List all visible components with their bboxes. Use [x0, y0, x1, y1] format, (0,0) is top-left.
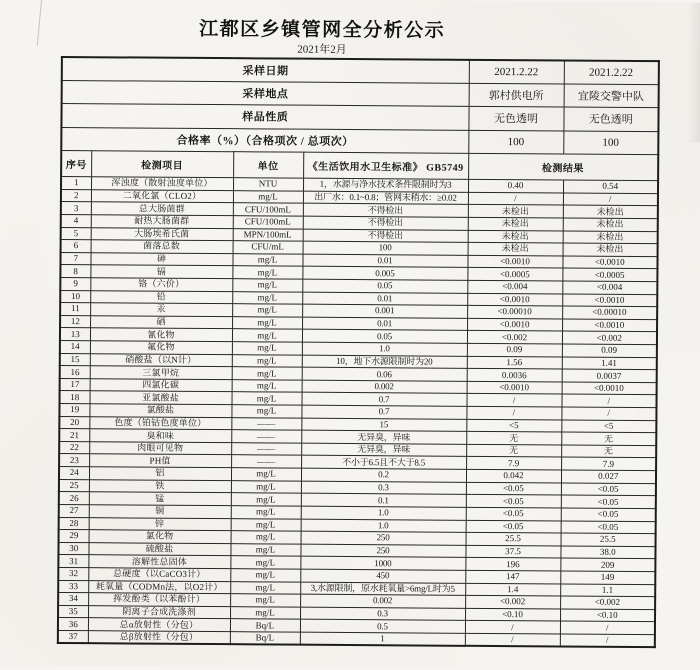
row-standard-limit: 1，水源与净水技术条件限制时为3 [303, 178, 468, 192]
row-unit: mg/L [230, 606, 300, 619]
row-index: 3 [61, 202, 91, 215]
row-result-sample-2: 7.9 [561, 457, 656, 470]
row-item-name: 耗氧量（CODMn法，以O2计） [88, 580, 230, 594]
row-index: 2 [61, 189, 91, 202]
row-item-name: 菌落总数 [91, 240, 233, 254]
row-item-name: 硒 [90, 315, 232, 329]
row-item-name: 三氯甲烷 [90, 366, 232, 380]
row-standard-limit: 不得检出 [303, 229, 468, 243]
row-index: 24 [59, 467, 89, 480]
row-unit: Bq/L [230, 632, 300, 645]
row-index: 9 [60, 277, 90, 290]
row-standard-limit: 0.002 [300, 594, 465, 608]
row-index: 28 [59, 517, 89, 530]
row-result-sample-2: 无 [561, 445, 656, 458]
page-subtitle: 2021年2月 [297, 43, 347, 56]
col-header-standard: 《生活饮用水卫生标准》 GB5749 [303, 152, 468, 179]
row-index: 4 [61, 214, 91, 227]
info-row-label: 样品性质 [61, 104, 468, 130]
row-result-sample-2: 未检出 [563, 218, 658, 231]
row-result-sample-1: <0.05 [466, 495, 561, 508]
row-result-sample-2: <0.0010 [562, 294, 657, 307]
row-index: 1 [61, 177, 91, 190]
row-item-name: 铬（六价） [90, 278, 232, 292]
row-result-sample-1: <0.10 [465, 608, 560, 621]
row-standard-limit: 无异臭，异味 [301, 430, 466, 444]
row-standard-limit: 不小于6.5且不大于8.5 [301, 456, 466, 470]
row-unit: mg/L [230, 594, 300, 607]
info-row-value-sample-2: 宜陵交警中队 [564, 84, 659, 108]
row-result-sample-2: <0.0010 [562, 382, 657, 395]
row-standard-limit: 1.0 [302, 342, 467, 356]
row-index: 14 [60, 340, 90, 353]
row-result-sample-1: 未检出 [468, 205, 563, 218]
row-result-sample-2: 25.5 [561, 533, 656, 546]
row-standard-limit: 0.01 [302, 292, 467, 306]
row-unit: CFU/mL [233, 241, 303, 254]
row-unit: mg/L [231, 518, 301, 531]
row-index: 27 [59, 504, 89, 517]
row-result-sample-1: 7.9 [466, 457, 561, 470]
row-result-sample-2: 209 [560, 558, 655, 571]
row-standard-limit: 0.1 [301, 493, 466, 507]
row-index: 31 [58, 555, 88, 568]
row-item-name: 锌 [89, 517, 231, 531]
row-result-sample-2: 0.0037 [562, 369, 657, 382]
row-item-name: 锰 [89, 492, 231, 506]
row-standard-limit: 250 [300, 544, 465, 558]
row-result-sample-2: 0.09 [562, 344, 657, 357]
row-item-name: 氯化物 [89, 530, 231, 544]
row-result-sample-1: <0.0010 [467, 293, 562, 306]
row-result-sample-1: 无 [466, 444, 561, 457]
row-unit: mg/L [231, 480, 301, 493]
info-row-label: 采样地点 [62, 80, 469, 106]
info-row-value-sample-1: 100 [468, 130, 563, 154]
info-row-label: 合格率（%）（合格项次 / 总项次） [61, 127, 468, 153]
col-header-index: 序号 [61, 151, 91, 177]
row-result-sample-1: 196 [465, 558, 560, 571]
row-unit: mg/L [232, 329, 302, 342]
row-unit: mg/L [232, 279, 302, 292]
row-result-sample-2: 38.0 [560, 546, 655, 559]
row-index: 7 [60, 252, 90, 265]
info-row-value-sample-2: 2021.2.22 [564, 60, 659, 84]
row-standard-limit: 0.7 [302, 393, 467, 407]
row-standard-limit: 1.0 [301, 519, 466, 533]
row-result-sample-1: 25.5 [466, 532, 561, 545]
row-item-name: 臭和味 [89, 429, 231, 443]
row-unit: Bq/L [230, 619, 300, 632]
row-result-sample-1: <0.0010 [467, 318, 562, 331]
row-index: 26 [59, 492, 89, 505]
row-result-sample-2: <0.0005 [562, 268, 657, 281]
row-standard-limit: 0.06 [302, 367, 467, 381]
row-standard-limit: 100 [303, 241, 468, 255]
row-result-sample-1: <5 [466, 419, 561, 432]
row-result-sample-1: 0.0036 [467, 369, 562, 382]
row-index: 15 [60, 353, 90, 366]
info-row-value-sample-1: 郭村供电所 [469, 83, 564, 107]
row-unit: mg/L [232, 291, 302, 304]
row-result-sample-2: 未检出 [563, 205, 658, 218]
row-index: 13 [60, 328, 90, 341]
row-index: 36 [58, 618, 88, 631]
info-row-value-sample-2: 无色透明 [563, 107, 658, 131]
row-result-sample-1: 未检出 [468, 217, 563, 230]
row-standard-limit: 0.005 [302, 266, 467, 280]
row-result-sample-1: <0.00010 [467, 305, 562, 318]
row-result-sample-1: / [465, 633, 560, 646]
row-unit: mg/L [233, 190, 303, 203]
row-result-sample-1: / [468, 192, 563, 205]
row-result-sample-2: <0.10 [560, 609, 655, 622]
row-result-sample-1: <0.05 [466, 507, 561, 520]
row-result-sample-2: / [561, 394, 656, 407]
row-unit: CFU/100mL [233, 203, 303, 216]
row-result-sample-1: <0.05 [466, 482, 561, 495]
row-index: 10 [60, 290, 90, 303]
row-unit: mg/L [231, 468, 301, 481]
row-item-name: 硝酸盐（以N计） [90, 353, 232, 367]
row-result-sample-1: <0.002 [465, 595, 560, 608]
info-row-label: 采样日期 [62, 57, 469, 83]
row-standard-limit: 0.2 [301, 468, 466, 482]
row-result-sample-1: 0.09 [467, 343, 562, 356]
row-standard-limit: 10，地下水源限制时为20 [302, 355, 467, 369]
row-unit: mg/L [230, 556, 300, 569]
row-item-name: 氯酸盐 [89, 404, 231, 418]
row-unit: mg/L [232, 342, 302, 355]
row-item-name: 铁 [89, 479, 231, 493]
row-item-name: 砷 [90, 252, 232, 266]
row-result-sample-1: 0.042 [466, 469, 561, 482]
row-item-name: 浑浊度（散射浊度单位） [91, 177, 233, 191]
row-result-sample-2: <5 [561, 420, 656, 433]
row-result-sample-2: <0.05 [561, 508, 656, 521]
row-item-name: 总α放射性（分包） [88, 618, 230, 632]
row-result-sample-2: <0.004 [562, 281, 657, 294]
row-standard-limit: 0.3 [301, 481, 466, 495]
row-result-sample-1: <0.002 [467, 331, 562, 344]
row-result-sample-2: 1.41 [562, 357, 657, 370]
row-result-sample-1: <0.0010 [467, 255, 562, 268]
row-index: 30 [58, 542, 88, 555]
row-standard-limit: 不得检出 [303, 216, 468, 230]
row-unit: mg/L [232, 367, 302, 380]
row-result-sample-2: <0.05 [561, 520, 656, 533]
row-item-name: 耐热大肠菌群 [91, 215, 233, 229]
row-standard-limit: 1.0 [301, 506, 466, 520]
row-unit: mg/L [232, 316, 302, 329]
col-header-unit: 单位 [233, 152, 303, 178]
row-index: 25 [59, 479, 89, 492]
row-result-sample-2: / [561, 407, 656, 420]
info-row-value-sample-1: 无色透明 [468, 107, 563, 131]
row-standard-limit: 0.01 [302, 254, 467, 268]
info-row-value-sample-2: 100 [563, 131, 658, 155]
row-item-name: PH值 [89, 454, 231, 468]
row-index: 33 [58, 580, 88, 593]
row-result-sample-1: 1.56 [467, 356, 562, 369]
row-standard-limit: 出厂水：0.1~0.8；管网末稍水：≥0.02 [303, 191, 468, 205]
row-unit: mg/L [231, 493, 301, 506]
row-unit: —— [231, 417, 301, 430]
row-result-sample-1: <0.05 [466, 520, 561, 533]
row-unit: CFU/100mL [233, 216, 303, 229]
analysis-table-body [58, 57, 659, 647]
row-index: 17 [60, 378, 90, 391]
row-item-name: 总大肠菌群 [91, 202, 233, 216]
row-unit: NTU [233, 178, 303, 191]
row-result-sample-2: 未检出 [563, 243, 658, 256]
row-result-sample-1: <0.004 [467, 280, 562, 293]
row-item-name: 四氯化碳 [90, 378, 232, 392]
row-item-name: 汞 [90, 303, 232, 317]
row-index: 37 [58, 630, 88, 643]
row-index: 34 [58, 593, 88, 606]
row-unit: —— [231, 430, 301, 443]
water-analysis-table [57, 56, 660, 648]
row-result-sample-1: 未检出 [468, 242, 563, 255]
row-unit: mg/L [231, 506, 301, 519]
row-index: 12 [60, 315, 90, 328]
row-result-sample-1: 1.4 [465, 583, 560, 596]
row-standard-limit: 450 [300, 569, 465, 583]
row-result-sample-2: 0.54 [563, 180, 658, 193]
row-result-sample-2: <0.00010 [562, 306, 657, 319]
row-index: 6 [61, 240, 91, 253]
row-result-sample-2: / [560, 634, 655, 647]
row-index: 16 [60, 366, 90, 379]
row-result-sample-1: <0.0005 [467, 268, 562, 281]
row-unit: mg/L [232, 379, 302, 392]
row-item-name: 挥发酚类（以苯酚计） [88, 593, 230, 607]
row-unit: MPN/100mL [233, 228, 303, 241]
row-result-sample-2: <0.0010 [562, 319, 657, 332]
row-unit: mg/L [231, 405, 301, 418]
row-result-sample-1: 37.5 [465, 545, 560, 558]
row-result-sample-1: <0.0010 [467, 381, 562, 394]
row-standard-limit: 不得检出 [303, 203, 468, 217]
row-unit: mg/L [232, 354, 302, 367]
row-unit: mg/L [232, 266, 302, 279]
row-item-name: 铜 [89, 505, 231, 519]
row-unit: —— [231, 443, 301, 456]
row-index: 19 [59, 404, 89, 417]
col-header-result: 检测结果 [468, 153, 658, 180]
row-item-name: 溶解性总固体 [88, 555, 230, 569]
row-item-name: 铝 [89, 467, 231, 481]
row-result-sample-2: <0.002 [560, 596, 655, 609]
row-result-sample-2: <0.002 [562, 331, 657, 344]
row-item-name: 铅 [90, 290, 232, 304]
scan-edge-shadow [687, 2, 700, 142]
row-index: 32 [58, 567, 88, 580]
row-item-name: 氟化物 [90, 341, 232, 355]
row-standard-limit: 1000 [300, 557, 465, 571]
row-result-sample-1: / [466, 394, 561, 407]
row-unit: mg/L [231, 531, 301, 544]
row-result-sample-1: / [466, 406, 561, 419]
row-item-name: 肉眼可见物 [89, 442, 231, 456]
row-index: 29 [59, 530, 89, 543]
row-standard-limit: 无异臭，异味 [301, 443, 466, 457]
row-result-sample-2: 149 [560, 571, 655, 584]
row-standard-limit: 15 [301, 418, 466, 432]
row-unit: —— [231, 455, 301, 468]
col-header-item: 检测项目 [91, 151, 233, 178]
row-unit: mg/L [230, 581, 300, 594]
row-item-name: 硫酸盐 [88, 542, 230, 556]
row-result-sample-2: <0.0010 [562, 256, 657, 269]
row-unit: mg/L [232, 253, 302, 266]
row-index: 35 [58, 605, 88, 618]
row-unit: mg/L [232, 304, 302, 317]
row-standard-limit: 0.05 [302, 330, 467, 344]
row-unit: mg/L [230, 569, 300, 582]
row-result-sample-2: / [560, 621, 655, 634]
row-item-name: 总硬度（以CaCO3计） [88, 568, 230, 582]
row-standard-limit: 0.5 [300, 620, 465, 634]
row-item-name: 阴离子合成洗涤剂 [88, 605, 230, 619]
row-standard-limit: 0.01 [302, 317, 467, 331]
row-item-name: 亚氯酸盐 [90, 391, 232, 405]
row-result-sample-2: 未检出 [563, 230, 658, 243]
row-result-sample-1: 147 [465, 570, 560, 583]
row-index: 8 [60, 265, 90, 278]
row-index: 21 [59, 429, 89, 442]
row-result-sample-1: 未检出 [468, 230, 563, 243]
row-index: 18 [60, 391, 90, 404]
row-item-name: 二氧化氯（CLO2） [91, 189, 233, 203]
row-item-name: 氰化物 [90, 328, 232, 342]
row-result-sample-2: / [563, 193, 658, 206]
row-standard-limit: 3,水源限制，原水耗氧量>6mg/L时为5 [300, 582, 465, 596]
row-index: 22 [59, 441, 89, 454]
row-result-sample-2: <0.05 [561, 483, 656, 496]
row-result-sample-2: 1.1 [560, 584, 655, 597]
row-standard-limit: 0.7 [301, 405, 466, 419]
row-index: 11 [60, 303, 90, 316]
row-standard-limit: 250 [301, 531, 466, 545]
page-title: 江都区乡镇管网全分析公示 [199, 18, 446, 42]
row-item-name: 色度（铂钴色度单位） [89, 416, 231, 430]
row-index: 20 [59, 416, 89, 429]
row-item-name: 镉 [90, 265, 232, 279]
row-result-sample-1: 无 [466, 432, 561, 445]
row-item-name: 总β放射性（分包） [88, 631, 230, 645]
row-standard-limit: 0.05 [302, 279, 467, 293]
row-standard-limit: 0.001 [302, 304, 467, 318]
row-result-sample-2: 0.027 [561, 470, 656, 483]
row-index: 5 [61, 227, 91, 240]
row-unit: mg/L [230, 543, 300, 556]
row-standard-limit: 0.002 [302, 380, 467, 394]
row-result-sample-1: / [465, 621, 560, 634]
row-result-sample-2: 无 [561, 432, 656, 445]
row-index: 23 [59, 454, 89, 467]
row-result-sample-2: <0.05 [561, 495, 656, 508]
row-result-sample-1: 0.40 [468, 179, 563, 192]
row-standard-limit: 1 [300, 632, 465, 646]
row-unit: mg/L [232, 392, 302, 405]
row-item-name: 大肠埃希氏菌 [91, 227, 233, 241]
info-row-value-sample-1: 2021.2.22 [469, 60, 564, 84]
row-standard-limit: 0.3 [300, 607, 465, 621]
